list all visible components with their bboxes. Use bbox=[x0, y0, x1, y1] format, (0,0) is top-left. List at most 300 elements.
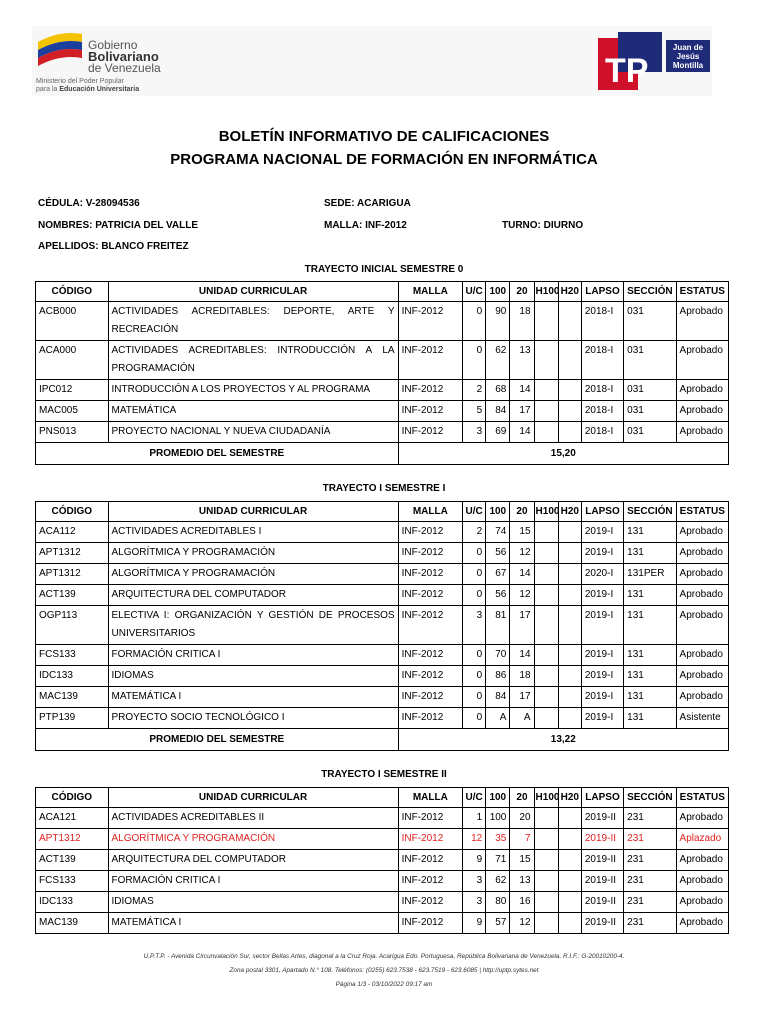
col-h20-header: H20 bbox=[558, 788, 581, 808]
col-20-header: 20 bbox=[510, 502, 534, 522]
col-h100 bbox=[534, 606, 558, 645]
col-seccion: 231 bbox=[624, 871, 676, 892]
col-uc: 0 bbox=[463, 708, 486, 729]
gov-line1: Gobierno bbox=[88, 38, 138, 52]
col-unidad-curricular: ARQUITECTURA DEL COMPUTADOR bbox=[108, 850, 398, 871]
col-100: 100 bbox=[486, 808, 510, 829]
col-unidad-curricular: PROYECTO NACIONAL Y NUEVA CIUDADANÍA bbox=[108, 422, 398, 443]
col-uc: 0 bbox=[463, 302, 486, 341]
col-uc: 12 bbox=[463, 829, 486, 850]
col-seccion: 231 bbox=[624, 808, 676, 829]
col-uc-header: U/C bbox=[463, 502, 486, 522]
col-20: 20 bbox=[510, 808, 534, 829]
col-estatus: Aprobado bbox=[676, 380, 728, 401]
col-codigo: FCS133 bbox=[36, 645, 109, 666]
table-row bbox=[36, 850, 729, 871]
col-malla: INF-2012 bbox=[398, 666, 462, 687]
col-h100-header: H100 bbox=[534, 282, 558, 302]
table-row bbox=[36, 829, 729, 850]
table-row bbox=[36, 687, 729, 708]
col-uc-header: U/C bbox=[463, 282, 486, 302]
table-row bbox=[36, 341, 729, 380]
col-estatus: Aprobado bbox=[676, 585, 728, 606]
col-seccion: 131 bbox=[624, 708, 676, 729]
col-unidad-curricular: ALGORÍTMICA Y PROGRAMACIÓN bbox=[108, 543, 398, 564]
col-lapso: 2018-I bbox=[581, 341, 623, 380]
table-row bbox=[36, 585, 729, 606]
col-lapso: 2019-I bbox=[581, 606, 623, 645]
col-uc: 3 bbox=[463, 892, 486, 913]
col-malla: INF-2012 bbox=[398, 302, 462, 341]
col-h100 bbox=[534, 564, 558, 585]
col-malla: INF-2012 bbox=[398, 422, 462, 443]
col-malla: INF-2012 bbox=[398, 687, 462, 708]
col-malla-header: MALLA bbox=[398, 788, 462, 808]
col-h100 bbox=[534, 708, 558, 729]
col-unidad-curricular: ACTIVIDADES ACREDITABLES II bbox=[108, 808, 398, 829]
col-codigo: FCS133 bbox=[36, 871, 109, 892]
grades-table bbox=[35, 787, 729, 934]
col-unidad-curricular: MATEMÁTICA I bbox=[108, 687, 398, 708]
col-20: 18 bbox=[510, 302, 534, 341]
col-20: 12 bbox=[510, 585, 534, 606]
col-h100 bbox=[534, 543, 558, 564]
col-seccion: 231 bbox=[624, 829, 676, 850]
col-h20 bbox=[558, 808, 581, 829]
col-20: 17 bbox=[510, 606, 534, 645]
col-20: 17 bbox=[510, 687, 534, 708]
col-unidad-curricular-header: UNIDAD CURRICULAR bbox=[108, 502, 398, 522]
col-seccion: 031 bbox=[624, 302, 676, 341]
col-lapso: 2018-I bbox=[581, 302, 623, 341]
col-estatus: Aprobado bbox=[676, 850, 728, 871]
col-estatus: Aprobado bbox=[676, 422, 728, 443]
col-estatus: Aprobado bbox=[676, 522, 728, 543]
col-codigo: APT1312 bbox=[36, 564, 109, 585]
col-lapso: 2019-I bbox=[581, 645, 623, 666]
col-100: 84 bbox=[486, 401, 510, 422]
col-h20 bbox=[558, 687, 581, 708]
uptp-mark-icon bbox=[598, 32, 662, 94]
col-uc: 0 bbox=[463, 543, 486, 564]
col-estatus: Aprobado bbox=[676, 871, 728, 892]
table-row bbox=[36, 401, 729, 422]
col-seccion: 131PER bbox=[624, 564, 676, 585]
table-row bbox=[36, 380, 729, 401]
col-codigo: PNS013 bbox=[36, 422, 109, 443]
government-logo bbox=[36, 28, 186, 94]
col-100: 69 bbox=[486, 422, 510, 443]
col-malla: INF-2012 bbox=[398, 564, 462, 585]
section-title: TRAYECTO I SEMESTRE I bbox=[322, 483, 446, 494]
col-malla: INF-2012 bbox=[398, 871, 462, 892]
col-100: 81 bbox=[486, 606, 510, 645]
col-codigo: ACT139 bbox=[36, 585, 109, 606]
col-unidad-curricular: MATEMÁTICA I bbox=[108, 913, 398, 934]
col-unidad-curricular: FORMACIÓN CRITICA I bbox=[108, 871, 398, 892]
col-unidad-curricular: IDIOMAS bbox=[108, 892, 398, 913]
semester-average-label: PROMEDIO DEL SEMESTRE bbox=[36, 443, 399, 465]
table-header-row bbox=[36, 788, 729, 808]
col-lapso-header: LAPSO bbox=[581, 502, 623, 522]
col-lapso: 2019-II bbox=[581, 871, 623, 892]
col-malla: INF-2012 bbox=[398, 808, 462, 829]
student-nombres: NOMBRES: PATRICIA DEL VALLE bbox=[38, 220, 198, 231]
col-lapso: 2019-I bbox=[581, 522, 623, 543]
col-20-header: 20 bbox=[510, 282, 534, 302]
government-name bbox=[88, 40, 161, 74]
col-codigo-header: CÓDIGO bbox=[36, 788, 109, 808]
col-h20 bbox=[558, 401, 581, 422]
col-seccion: 031 bbox=[624, 380, 676, 401]
col-h100 bbox=[534, 302, 558, 341]
ministry-line2-bold: Educación Universitaria bbox=[59, 86, 140, 93]
col-100: 90 bbox=[486, 302, 510, 341]
col-malla-header: MALLA bbox=[398, 502, 462, 522]
col-20: 14 bbox=[510, 645, 534, 666]
col-h20 bbox=[558, 564, 581, 585]
col-100: 74 bbox=[486, 522, 510, 543]
col-estatus: Aprobado bbox=[676, 645, 728, 666]
col-h20 bbox=[558, 380, 581, 401]
col-100: 56 bbox=[486, 585, 510, 606]
col-lapso: 2019-II bbox=[581, 829, 623, 850]
col-codigo: PTP139 bbox=[36, 708, 109, 729]
col-100: 62 bbox=[486, 341, 510, 380]
col-h100-header: H100 bbox=[534, 788, 558, 808]
col-h20 bbox=[558, 850, 581, 871]
table-row bbox=[36, 808, 729, 829]
table-row bbox=[36, 645, 729, 666]
col-codigo: ACA000 bbox=[36, 341, 109, 380]
col-h20-header: H20 bbox=[558, 282, 581, 302]
uptp-initials: TP bbox=[605, 52, 649, 90]
col-seccion: 231 bbox=[624, 913, 676, 934]
col-malla: INF-2012 bbox=[398, 850, 462, 871]
col-h100 bbox=[534, 666, 558, 687]
col-estatus-header: ESTATUS bbox=[676, 502, 728, 522]
col-estatus: Aprobado bbox=[676, 666, 728, 687]
table-row bbox=[36, 522, 729, 543]
col-malla: INF-2012 bbox=[398, 708, 462, 729]
col-20: 15 bbox=[510, 522, 534, 543]
col-uc: 3 bbox=[463, 422, 486, 443]
venezuela-flag-icon bbox=[36, 28, 84, 66]
ministry-line1: Ministerio del Poder Popular bbox=[36, 78, 124, 85]
col-codigo-header: CÓDIGO bbox=[36, 282, 109, 302]
col-lapso: 2019-II bbox=[581, 892, 623, 913]
col-h100 bbox=[534, 341, 558, 380]
col-uc: 0 bbox=[463, 666, 486, 687]
semester-average-value: 13,22 bbox=[398, 729, 728, 751]
section-title: TRAYECTO I SEMESTRE II bbox=[321, 769, 447, 780]
col-lapso-header: LAPSO bbox=[581, 282, 623, 302]
col-malla: INF-2012 bbox=[398, 543, 462, 564]
col-codigo: ACB000 bbox=[36, 302, 109, 341]
col-h100 bbox=[534, 585, 558, 606]
program-title: PROGRAMA NACIONAL DE FORMACIÓN EN INFORMÁTICA bbox=[170, 151, 598, 168]
semester-average-row bbox=[36, 729, 729, 751]
table-row bbox=[36, 708, 729, 729]
gov-line2: Bolivariano bbox=[88, 49, 159, 64]
col-h20-header: H20 bbox=[558, 502, 581, 522]
col-codigo: ACA112 bbox=[36, 522, 109, 543]
col-unidad-curricular: ALGORÍTMICA Y PROGRAMACIÓN bbox=[108, 564, 398, 585]
col-100-header: 100 bbox=[486, 788, 510, 808]
col-seccion: 231 bbox=[624, 892, 676, 913]
col-h20 bbox=[558, 892, 581, 913]
col-uc: 1 bbox=[463, 808, 486, 829]
col-h20 bbox=[558, 302, 581, 341]
semester-average-row bbox=[36, 443, 729, 465]
col-uc-header: U/C bbox=[463, 788, 486, 808]
col-malla: INF-2012 bbox=[398, 401, 462, 422]
col-uc: 3 bbox=[463, 871, 486, 892]
col-malla: INF-2012 bbox=[398, 585, 462, 606]
col-seccion: 131 bbox=[624, 585, 676, 606]
col-lapso: 2019-I bbox=[581, 708, 623, 729]
col-uc: 2 bbox=[463, 380, 486, 401]
document-title: BOLETÍN INFORMATIVO DE CALIFICACIONES bbox=[218, 128, 550, 145]
semester-average-label: PROMEDIO DEL SEMESTRE bbox=[36, 729, 399, 751]
col-20: 13 bbox=[510, 871, 534, 892]
col-h20 bbox=[558, 708, 581, 729]
col-lapso: 2019-II bbox=[581, 808, 623, 829]
table-row bbox=[36, 564, 729, 585]
col-seccion-header: SECCIÓN bbox=[624, 788, 676, 808]
col-h100 bbox=[534, 913, 558, 934]
col-uc: 0 bbox=[463, 585, 486, 606]
col-uc: 9 bbox=[463, 913, 486, 934]
col-malla: INF-2012 bbox=[398, 522, 462, 543]
table-row bbox=[36, 666, 729, 687]
col-estatus-header: ESTATUS bbox=[676, 282, 728, 302]
col-estatus-header: ESTATUS bbox=[676, 788, 728, 808]
col-20: 18 bbox=[510, 666, 534, 687]
col-h100 bbox=[534, 380, 558, 401]
col-lapso: 2019-I bbox=[581, 585, 623, 606]
col-seccion-header: SECCIÓN bbox=[624, 282, 676, 302]
col-seccion: 131 bbox=[624, 522, 676, 543]
student-cedula: CÉDULA: V-28094536 bbox=[38, 198, 140, 209]
col-malla: INF-2012 bbox=[398, 341, 462, 380]
col-h20 bbox=[558, 422, 581, 443]
col-100: 71 bbox=[486, 850, 510, 871]
section-title: TRAYECTO INICIAL SEMESTRE 0 bbox=[304, 264, 464, 275]
table-row bbox=[36, 892, 729, 913]
col-h100 bbox=[534, 871, 558, 892]
col-codigo: ACA121 bbox=[36, 808, 109, 829]
col-malla: INF-2012 bbox=[398, 606, 462, 645]
student-malla: MALLA: INF-2012 bbox=[324, 220, 407, 231]
col-codigo: MAC005 bbox=[36, 401, 109, 422]
col-unidad-curricular: ELECTIVA I: ORGANIZACIÓN Y GESTIÓN DE PROCESOS UNIVERSITARIOS bbox=[108, 606, 398, 645]
col-seccion: 031 bbox=[624, 401, 676, 422]
col-uc: 0 bbox=[463, 564, 486, 585]
col-estatus: Aprobado bbox=[676, 564, 728, 585]
uptp-name: Juan de Jesús Montilla bbox=[666, 40, 710, 72]
col-estatus: Aprobado bbox=[676, 892, 728, 913]
col-lapso: 2018-I bbox=[581, 380, 623, 401]
col-uc: 3 bbox=[463, 606, 486, 645]
student-apellidos: APELLIDOS: BLANCO FREITEZ bbox=[38, 241, 189, 252]
grades-table bbox=[35, 501, 729, 751]
grades-table bbox=[35, 281, 729, 465]
table-row bbox=[36, 871, 729, 892]
col-20: 15 bbox=[510, 850, 534, 871]
table-header-row bbox=[36, 282, 729, 302]
col-lapso: 2019-I bbox=[581, 666, 623, 687]
col-100: 84 bbox=[486, 687, 510, 708]
col-unidad-curricular: ACTIVIDADES ACREDITABLES: DEPORTE, ARTE Y RECREACIÓN bbox=[108, 302, 398, 341]
col-h20 bbox=[558, 871, 581, 892]
col-100: 57 bbox=[486, 913, 510, 934]
col-unidad-curricular: FORMACIÓN CRITICA I bbox=[108, 645, 398, 666]
gov-line3: de Venezuela bbox=[88, 61, 161, 75]
semester-average-value: 15,20 bbox=[398, 443, 728, 465]
col-seccion: 131 bbox=[624, 645, 676, 666]
col-lapso: 2019-II bbox=[581, 913, 623, 934]
col-unidad-curricular-header: UNIDAD CURRICULAR bbox=[108, 282, 398, 302]
col-lapso: 2019-I bbox=[581, 543, 623, 564]
col-uc: 0 bbox=[463, 687, 486, 708]
col-malla-header: MALLA bbox=[398, 282, 462, 302]
col-malla: INF-2012 bbox=[398, 829, 462, 850]
col-estatus: Aprobado bbox=[676, 302, 728, 341]
col-20: 14 bbox=[510, 422, 534, 443]
col-codigo: MAC139 bbox=[36, 913, 109, 934]
col-h20 bbox=[558, 829, 581, 850]
col-h100 bbox=[534, 850, 558, 871]
col-100: 86 bbox=[486, 666, 510, 687]
col-20: 12 bbox=[510, 543, 534, 564]
col-h20 bbox=[558, 645, 581, 666]
col-codigo: MAC139 bbox=[36, 687, 109, 708]
col-codigo: OGP113 bbox=[36, 606, 109, 645]
col-estatus: Aprobado bbox=[676, 913, 728, 934]
col-seccion: 231 bbox=[624, 850, 676, 871]
col-lapso: 2019-II bbox=[581, 850, 623, 871]
col-h100 bbox=[534, 422, 558, 443]
col-20: 13 bbox=[510, 341, 534, 380]
col-codigo-header: CÓDIGO bbox=[36, 502, 109, 522]
col-unidad-curricular: ACTIVIDADES ACREDITABLES I bbox=[108, 522, 398, 543]
col-seccion: 031 bbox=[624, 422, 676, 443]
col-lapso: 2020-I bbox=[581, 564, 623, 585]
col-h20 bbox=[558, 543, 581, 564]
student-sede: SEDE: ACARIGUA bbox=[324, 198, 411, 209]
ministry-line2-prefix: para la bbox=[36, 86, 58, 93]
col-100-header: 100 bbox=[486, 502, 510, 522]
col-estatus: Aprobado bbox=[676, 543, 728, 564]
col-h20 bbox=[558, 666, 581, 687]
col-unidad-curricular: ACTIVIDADES ACREDITABLES: INTRODUCCIÓN A LA PROGRAMACIÓN bbox=[108, 341, 398, 380]
table-row bbox=[36, 913, 729, 934]
col-uc: 0 bbox=[463, 645, 486, 666]
table-row bbox=[36, 606, 729, 645]
col-h100 bbox=[534, 645, 558, 666]
footer-page-info: Página 1/3 - 03/10/2022 09:17 am bbox=[335, 981, 433, 988]
col-20: A bbox=[510, 708, 534, 729]
col-h100-header: H100 bbox=[534, 502, 558, 522]
col-seccion: 131 bbox=[624, 687, 676, 708]
col-lapso: 2018-I bbox=[581, 401, 623, 422]
col-20: 12 bbox=[510, 913, 534, 934]
col-uc: 0 bbox=[463, 341, 486, 380]
col-100: 68 bbox=[486, 380, 510, 401]
col-h100 bbox=[534, 829, 558, 850]
col-20: 16 bbox=[510, 892, 534, 913]
col-codigo: IDC133 bbox=[36, 666, 109, 687]
col-100: 80 bbox=[486, 892, 510, 913]
col-seccion: 131 bbox=[624, 606, 676, 645]
col-unidad-curricular-header: UNIDAD CURRICULAR bbox=[108, 788, 398, 808]
table-row bbox=[36, 543, 729, 564]
col-h100 bbox=[534, 522, 558, 543]
col-seccion: 131 bbox=[624, 666, 676, 687]
col-100: 35 bbox=[486, 829, 510, 850]
col-20: 7 bbox=[510, 829, 534, 850]
col-lapso: 2018-I bbox=[581, 422, 623, 443]
col-h100 bbox=[534, 808, 558, 829]
col-malla: INF-2012 bbox=[398, 645, 462, 666]
col-h20 bbox=[558, 585, 581, 606]
col-100: 56 bbox=[486, 543, 510, 564]
col-20: 17 bbox=[510, 401, 534, 422]
col-h100 bbox=[534, 401, 558, 422]
table-row bbox=[36, 422, 729, 443]
col-malla: INF-2012 bbox=[398, 913, 462, 934]
col-100: 70 bbox=[486, 645, 510, 666]
student-turno: TURNO: DIURNO bbox=[502, 220, 584, 231]
uptp-logo bbox=[598, 30, 712, 94]
col-estatus: Aplazado bbox=[676, 829, 728, 850]
footer-address: U.P.T.P. - Avenida Circunvalación Sur, sector Bellas Artes, diagonal a la Cruz Roja. Acarigua Edo. Portuguesa, República Bolivariana de Venezuela. R.I.F.: G-20010200-4. bbox=[143, 953, 625, 960]
col-20: 14 bbox=[510, 564, 534, 585]
col-estatus: Asistente bbox=[676, 708, 728, 729]
col-codigo: APT1312 bbox=[36, 829, 109, 850]
col-lapso-header: LAPSO bbox=[581, 788, 623, 808]
col-estatus: Aprobado bbox=[676, 606, 728, 645]
col-unidad-curricular: INTRODUCCIÓN A LOS PROYECTOS Y AL PROGRAMA bbox=[108, 380, 398, 401]
col-20-header: 20 bbox=[510, 788, 534, 808]
col-100: 62 bbox=[486, 871, 510, 892]
col-20: 14 bbox=[510, 380, 534, 401]
col-h20 bbox=[558, 522, 581, 543]
col-estatus: Aprobado bbox=[676, 401, 728, 422]
col-unidad-curricular: MATEMÁTICA bbox=[108, 401, 398, 422]
col-codigo: APT1312 bbox=[36, 543, 109, 564]
col-h20 bbox=[558, 913, 581, 934]
col-h100 bbox=[534, 687, 558, 708]
col-h20 bbox=[558, 341, 581, 380]
col-malla: INF-2012 bbox=[398, 892, 462, 913]
col-malla: INF-2012 bbox=[398, 380, 462, 401]
col-uc: 5 bbox=[463, 401, 486, 422]
col-lapso: 2019-I bbox=[581, 687, 623, 708]
col-estatus: Aprobado bbox=[676, 341, 728, 380]
col-codigo: ACT139 bbox=[36, 850, 109, 871]
col-estatus: Aprobado bbox=[676, 808, 728, 829]
col-seccion: 031 bbox=[624, 341, 676, 380]
col-h20 bbox=[558, 606, 581, 645]
ministry-name bbox=[36, 78, 139, 94]
col-codigo: IDC133 bbox=[36, 892, 109, 913]
col-100: A bbox=[486, 708, 510, 729]
col-100: 67 bbox=[486, 564, 510, 585]
table-row bbox=[36, 302, 729, 341]
col-seccion: 131 bbox=[624, 543, 676, 564]
